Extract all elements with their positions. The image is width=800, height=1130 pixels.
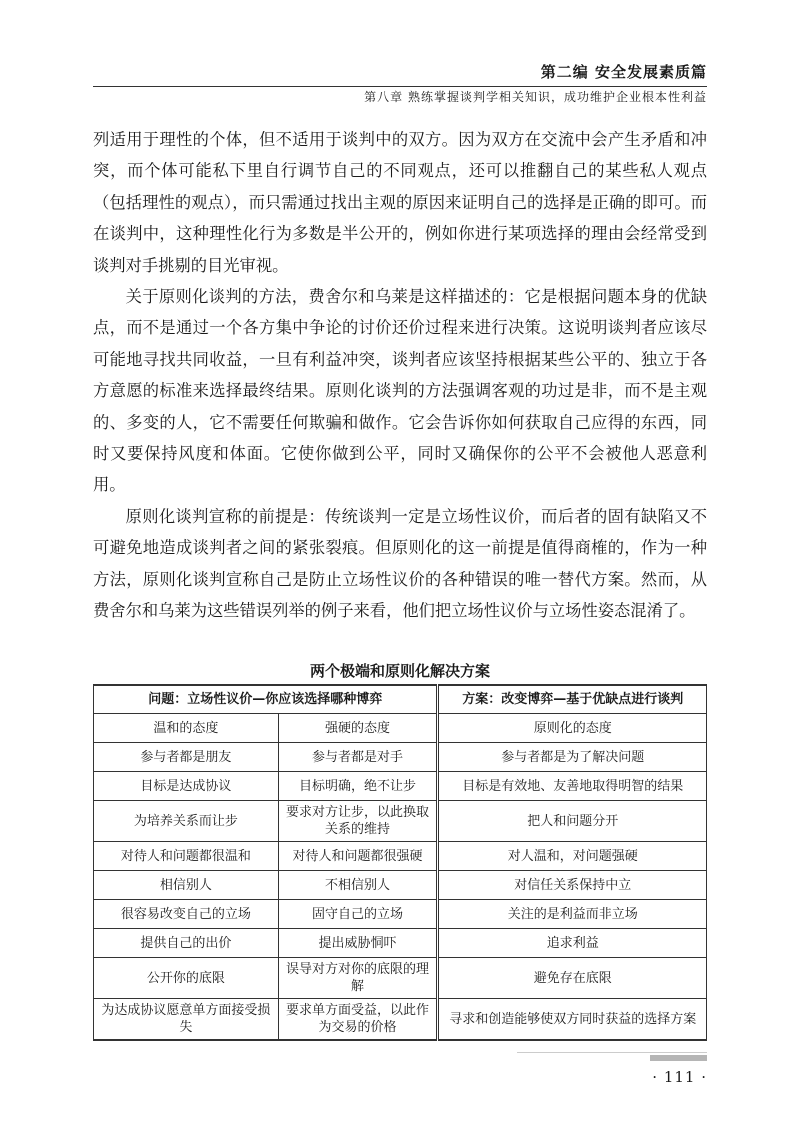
table-title: 两个极端和原则化解决方案 <box>309 662 490 680</box>
table-row <box>94 743 707 772</box>
body-text <box>93 124 707 627</box>
cell-soft: 很容易改变自己的立场 <box>94 900 279 929</box>
cell-principled: 避免存在底限 <box>438 958 707 999</box>
running-head <box>541 60 707 84</box>
table-row <box>94 999 707 1041</box>
table-row <box>94 801 707 842</box>
cell-principled: 参与者都是为了解决问题 <box>438 743 707 772</box>
cell-soft: 相信别人 <box>94 871 279 900</box>
cell-soft: 公开你的底限 <box>94 958 279 999</box>
page-number: · 111 · <box>652 1068 707 1086</box>
cell-hard: 参与者都是对手 <box>278 743 438 772</box>
cell-principled: 对人温和，对问题强硬 <box>438 842 707 871</box>
cell-soft: 目标是达成协议 <box>94 772 279 801</box>
cell-principled: 把人和问题分开 <box>438 801 707 842</box>
table-row <box>94 958 707 999</box>
cell-hard: 不相信别人 <box>278 871 438 900</box>
table-row <box>94 772 707 801</box>
footer-rule <box>517 1052 707 1053</box>
solutions-table <box>93 684 707 1041</box>
cell-hard: 固守自己的立场 <box>278 900 438 929</box>
cell-hard: 误导对方对你的底限的理解 <box>278 958 438 999</box>
header-solution: 方案：改变博弈—基于优缺点进行谈判 <box>438 685 707 714</box>
cell-principled: 目标是有效地、友善地取得明智的结果 <box>438 772 707 801</box>
table-row <box>94 929 707 958</box>
header-problem: 问题：立场性议价—你应该选择哪种博弈 <box>94 685 438 714</box>
table-row <box>94 871 707 900</box>
cell-soft: 为培养关系而让步 <box>94 801 279 842</box>
chapter-title: 第八章 熟练掌握谈判学相关知识，成功维护企业根本性利益 <box>364 90 707 104</box>
table-row <box>94 842 707 871</box>
cell-hard: 强硬的态度 <box>278 714 438 743</box>
cell-soft: 对待人和问题都很温和 <box>94 842 279 871</box>
cell-hard: 目标明确，绝不让步 <box>278 772 438 801</box>
cell-hard: 要求单方面受益，以此作为交易的价格 <box>278 999 438 1041</box>
cell-principled: 寻求和创造能够使双方同时获益的选择方案 <box>438 999 707 1041</box>
footer-bar <box>650 1055 707 1061</box>
paragraph-3: 原则化谈判宣称的前提是：传统谈判一定是立场性议价，而后者的固有缺陷又不可避免地造成谈判者之间的紧张裂痕。但原则化的这一前提是值得商榷的，作为一种方法，原则化谈判宣称自己是防止立场性议价的各种错误的唯一替代方案。然而，从费舍尔和乌莱为这些错误列举的例子来看，他们把立场性议价与立场性姿态混淆了。 <box>93 506 707 621</box>
table-row <box>94 714 707 743</box>
part-title: 第二编 安全发展素质篇 <box>540 63 707 81</box>
paragraph-1: 列适用于理性的个体，但不适用于谈判中的双方。因为双方在交流中会产生矛盾和冲突，而个体可能私下里自行调节自己的不同观点，还可以推翻自己的某些私人观点（包括理性的观点），而只需通过找出主观的原因来证明自己的选择是正确的即可。而在谈判中，这种理性化行为多数是半公开的，例如你进行某项选择的理由会经常受到谈判对手挑剔的目光审视。 <box>93 130 707 275</box>
cell-soft: 温和的态度 <box>94 714 279 743</box>
paragraph-2: 关于原则化谈判的方法，费舍尔和乌莱是这样描述的：它是根据问题本身的优缺点，而不是通过一个各方集中争论的讨价还价过程来进行决策。这说明谈判者应该尽可能地寻找共同收益，一旦有利益冲突，谈判者应该坚持根据某些公平的、独立于各方意愿的标准来选择最终结果。原则化谈判的方法强调客观的功过是非，而不是主观的、多变的人，它不需要任何欺骗和做作。它会告诉你如何获取自己应得的东西，同时又要保持风度和体面。它使你做到公平，同时又确保你的公平不会被他人恶意利用。 <box>93 287 707 495</box>
cell-soft: 为达成协议愿意单方面接受损失 <box>94 999 279 1041</box>
cell-soft: 提供自己的出价 <box>94 929 279 958</box>
cell-principled: 关注的是利益而非立场 <box>438 900 707 929</box>
cell-hard: 提出威胁恫吓 <box>278 929 438 958</box>
cell-principled: 原则化的态度 <box>438 714 707 743</box>
cell-principled: 追求利益 <box>438 929 707 958</box>
cell-hard: 要求对方让步，以此换取关系的维持 <box>278 801 438 842</box>
table-row <box>94 900 707 929</box>
cell-soft: 参与者都是朋友 <box>94 743 279 772</box>
cell-hard: 对待人和问题都很强硬 <box>278 842 438 871</box>
cell-principled: 对信任关系保持中立 <box>438 871 707 900</box>
header-rule <box>93 86 707 87</box>
table-header-row <box>94 685 707 714</box>
